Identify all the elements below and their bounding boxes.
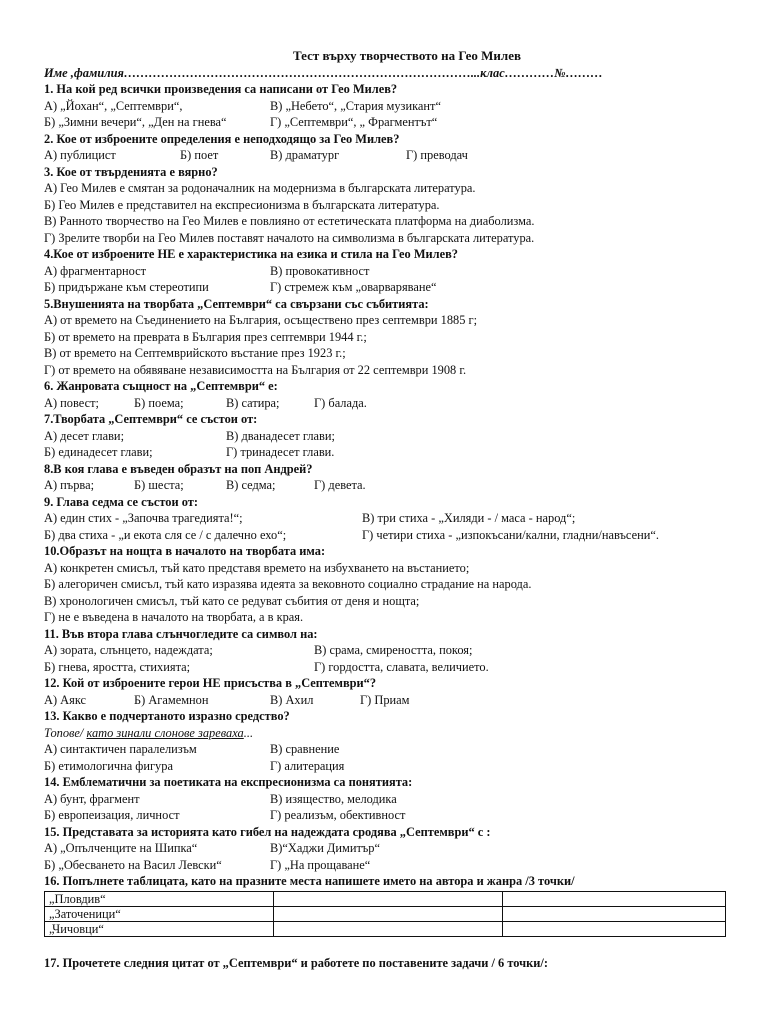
answer-option: Г) тринадесет глави. [226,445,335,459]
question-8: 8.В коя глава е въведен образът на поп Андрей? [44,461,313,476]
answer-option: Б) от времето на превратa в България през септември 1944 г.; [44,329,367,344]
answer-row [44,263,734,280]
answer-option: Б) шеста; [134,478,184,492]
answer-option: Б) два стиха - „и екота сля се / с далечно ехо“; [44,527,287,542]
answer-row [44,659,734,676]
answer-row [44,477,734,494]
answer-option: Г) Приам [360,692,410,707]
answer-option: Г) „Септември“, „ Фрагментът“ [270,115,438,129]
answer-option: Б) Агамемнон [134,692,209,707]
quote-ellipsis: ... [243,725,254,740]
table-cell-author[interactable] [274,921,503,936]
question-10: 10.Образът на нощта в началото на творбата има: [44,544,326,558]
table-cell-title: „Чичовци“ [45,921,274,936]
answer-option: А) бунт, фрагмент [44,791,140,806]
answer-option: Г) девета. [314,478,366,492]
answer-option: А) зората, слънцето, надеждата; [44,643,213,657]
answer-option: А) повест; [44,395,99,410]
answer-option: Б) европеизация, личност [44,808,180,822]
question-14: 14. Емблематични за поетиката на експресионизма са понятията: [44,775,413,789]
answer-option: А) конкретен смисъл, тъй като представя времето на избухването на въстанието; [44,560,470,575]
answer-option: Б) поет [180,148,219,162]
question-12: 12. Кой от изброените герои НЕ присъства в „Септември“? [44,676,377,690]
question-9: 9. Глава седма се състои от: [44,494,198,509]
answer-option: А) Гео Милев е смятан за родоначалник на модернизма в българската литература. [44,181,476,195]
answer-option: А) от времето на Съединението на България, осъществено през септември 1885 г; [44,313,478,327]
answer-option: В) седма; [226,478,276,492]
question-3: 3. Кое от твърденията е вярно? [44,164,218,179]
answer-option: Г) гордостта, славата, величието. [314,659,489,674]
question-11: 11. Във втора глава слънчогледите са символ на: [44,626,318,641]
answer-option: Г) стремеж към „оварваряване“ [270,280,437,294]
table-cell-author[interactable] [274,891,503,906]
answer-row [44,114,734,131]
answer-option: В) дванадесет глави; [226,428,335,443]
answer-option: В) срама, смиреността, покоя; [314,643,473,657]
question-1: 1. На кой ред всички произведения са написани от Гео Милев? [44,82,398,96]
answer-option: Г) алитерация [270,758,345,773]
table-cell-title: „Заточеници“ [45,906,274,921]
table-row [45,891,726,906]
answer-option: Б) единадесет глави; [44,445,153,459]
answer-option: Г) четири стиха - „изпокъсани/кални, гладни/навъсени“. [362,527,659,542]
answer-option: А) „Йохан“, „Септември“, [44,98,183,113]
answer-row [44,807,734,824]
answer-row [44,791,734,808]
question-15: 15. Представата за историята като гибел на надеждата сродява „Септември“ с : [44,824,491,839]
name-line: Име ,фамилия…………………………………………………………………………...клас…………№……… [44,65,603,80]
answer-option: А) Аякс [44,692,87,707]
answer-row [44,527,734,544]
answer-option: Б) поема; [134,395,184,410]
answer-option: Б) Гео Милев е представител на експресионизма в българската литература. [44,197,440,212]
quote-line [44,725,734,742]
answer-row [44,840,734,857]
answer-row [44,692,734,709]
question-5: 5.Внушенията на творбата „Септември“ са свързани със събитията: [44,296,429,311]
answer-option: В) сатира; [226,395,280,410]
answer-row [44,642,734,659]
answer-option: Г) реализъм, обективност [270,808,406,822]
answer-option: А) първа; [44,478,95,492]
answer-option: В) хронологичен смисъл, тъй като се редуват събития от деня и нощта; [44,593,420,608]
answer-option: А) публицист [44,148,116,162]
answer-option: А) фрагментарност [44,263,147,278]
answer-option: В) „Небето“, „Стария музикант“ [270,98,441,113]
table-cell-author[interactable] [274,906,503,921]
question-7: 7.Творбата „Септември“ се състои от: [44,412,258,426]
answer-option: В) изящество, мелодика [270,791,397,806]
answer-option: Б) гнева, яростта, стихията; [44,659,191,674]
answer-option: В) провокативност [270,263,370,278]
question-16: 16. Попълнете таблицата, като на празните места напишете името на автора и жанра /3 точки/ [44,874,575,888]
answer-option: Г) „На прощаване“ [270,857,371,872]
answer-option: Г) балада. [314,395,367,410]
test-page [44,48,734,971]
question-4: 4.Кое от изброените НЕ е характеристика на езика и стила на Гео Милев? [44,247,459,261]
answer-option: В) драматург [270,148,340,162]
question-2: 2. Кое от изброените определения е неподходящо за Гео Милев? [44,131,400,146]
answer-option: Б) алегоричен смисъл, тъй като изразява идеята за вековното социално страдание на народа. [44,577,532,591]
answer-option: Г) от времето на обявяване независимостта на България от 22 септември 1908 г. [44,362,467,377]
answer-option: Г) преводач [406,148,468,162]
answer-row [44,98,734,115]
answer-row [44,510,734,527]
answer-option: А) десет глави; [44,428,125,443]
answer-option: Б) „Обесването на Васил Левски“ [44,857,222,872]
underlined-phrase: като зинали слонове зареваха [86,725,244,740]
quote-text: Топове/ [44,725,87,740]
answer-option: Б) придържане към стереотипи [44,280,209,294]
answer-row [44,147,734,164]
answer-row [44,857,734,874]
question-6: 6. Жанровата същност на „Септември“ е: [44,379,278,393]
answer-row [44,395,734,412]
answer-option: В) сравнение [270,742,340,756]
answer-option: Б) етимологична фигура [44,758,173,773]
question-17: 17. Прочетете следния цитат от „Септември“ и работете по поставените задачи / 6 точки/: [44,955,548,970]
table-row [45,921,726,936]
answer-row [44,428,734,445]
answer-option: В) три стиха - „Хиляди - / маса - народ“; [362,511,576,525]
answer-row [44,758,734,775]
fill-in-table [44,891,726,937]
question-13: 13. Какво е подчертаното изразно средство? [44,709,290,723]
table-cell-genre[interactable] [503,921,726,936]
answer-row [44,444,734,461]
table-cell-title: „Пловдив“ [45,891,274,906]
answer-option: А) един стих - „Започва трагедията!“; [44,511,243,525]
answer-option: Б) „Зимни вечери“, „Ден на гнева“ [44,115,227,129]
answer-option: Г) Зрелите творби на Гео Милев поставят началото на символизма в българската литература. [44,230,535,245]
answer-option: А) синтактичен паралелизъм [44,742,197,756]
answer-row [44,279,734,296]
answer-row [44,741,734,758]
answer-option: В) от времето на Септемврийското въстание през 1923 г.; [44,346,346,360]
answer-option: А) „Опълченците на Шипка“ [44,841,198,855]
table-cell-genre[interactable] [503,891,726,906]
answer-option: В) Ранното творчество на Гео Милев е повлияно от естетическата платформа на диаболизма. [44,214,535,228]
table-row [45,906,726,921]
answer-option: В) Ахил [270,692,314,707]
answer-option: В)“Хаджи Димитър“ [270,841,381,855]
table-cell-genre[interactable] [503,906,726,921]
page-title: Тест върху творчеството на Гео Милев [292,48,522,63]
answer-option: Г) не е въведена в началото на творбата, а в края. [44,610,304,624]
